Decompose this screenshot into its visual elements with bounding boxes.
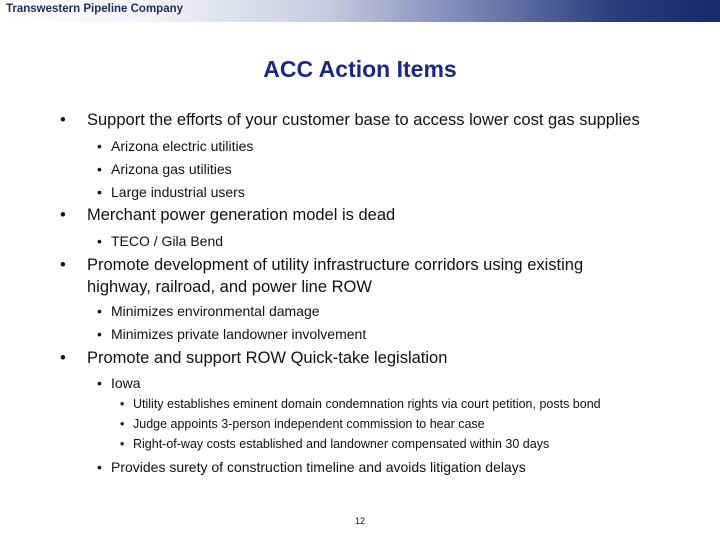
bullet-icon: • bbox=[97, 459, 102, 475]
bullet-4-subsub-3: Right-of-way costs established and landowner compensated within 30 days bbox=[133, 437, 550, 451]
bullet-1-text: Support the efforts of your customer base to access lower cost gas supplies bbox=[87, 111, 640, 129]
bullet-1-sub-3: Large industrial users bbox=[111, 184, 245, 200]
bullet-icon: • bbox=[60, 111, 66, 129]
bullet-icon: • bbox=[120, 437, 125, 451]
bullet-icon: • bbox=[97, 303, 102, 319]
bullet-icon: • bbox=[97, 184, 102, 200]
page-number: 12 bbox=[354, 516, 365, 526]
bullet-4-subsub-1: Utility establishes eminent domain condemnation rights via court petition, posts bond bbox=[133, 397, 601, 411]
bullet-2-sub-1: TECO / Gila Bend bbox=[111, 233, 224, 249]
bullet-icon: • bbox=[60, 206, 66, 224]
bullet-4-sub-1: Iowa bbox=[111, 375, 141, 391]
bullet-icon: • bbox=[97, 161, 102, 177]
bullet-icon: • bbox=[60, 349, 66, 367]
bullet-4-subsub-2: Judge appoints 3-person independent commission to hear case bbox=[133, 417, 485, 431]
bullet-icon: • bbox=[97, 138, 102, 154]
bullet-3-text-line-1: Promote development of utility infrastructure corridors using existing bbox=[87, 256, 584, 274]
bullet-icon: • bbox=[60, 256, 66, 274]
bullet-4-sub-2: Provides surety of construction timeline and avoids litigation delays bbox=[111, 459, 526, 475]
bullet-3-sub-2: Minimizes private landowner involvement bbox=[111, 326, 367, 342]
company-name: Transwestern Pipeline Company bbox=[6, 3, 184, 15]
slide-title: ACC Action Items bbox=[263, 56, 457, 82]
bullet-3-text-line-2: highway, railroad, and power line ROW bbox=[87, 278, 372, 296]
bullet-icon: • bbox=[97, 375, 102, 391]
bullet-2-text: Merchant power generation model is dead bbox=[87, 206, 396, 224]
bullet-icon: • bbox=[120, 397, 125, 411]
bullet-1-sub-2: Arizona gas utilities bbox=[111, 161, 232, 177]
bullet-1-sub-1: Arizona electric utilities bbox=[111, 138, 254, 154]
bullet-icon: • bbox=[97, 326, 102, 342]
bullet-icon: • bbox=[120, 417, 125, 431]
bullet-3-sub-1: Minimizes environmental damage bbox=[111, 303, 320, 319]
bullet-icon: • bbox=[97, 233, 102, 249]
bullet-4-text: Promote and support ROW Quick-take legislation bbox=[87, 349, 448, 367]
